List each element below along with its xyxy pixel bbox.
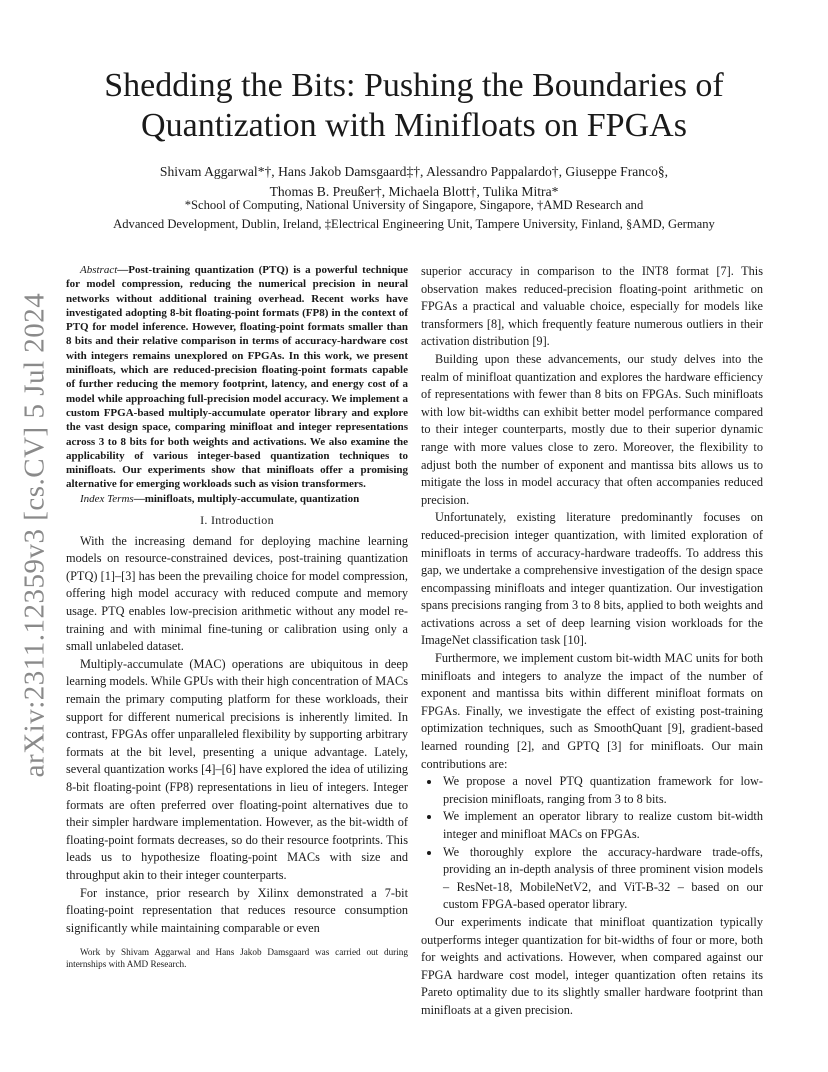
author-line-2-text: Thomas B. Preußer†, Michaela Blott†, Tulika Mitra* xyxy=(269,184,559,199)
arxiv-identifier-text: arXiv:2311.12359v3 [cs.CV] 5 Jul 2024 xyxy=(18,292,51,778)
affiliation-line-1: *School of Computing, National University of Singapore, Singapore, †AMD Research and xyxy=(184,198,644,212)
contribution-item: • We propose a novel PTQ quantization framework for low-precision minifloats, ranging from 3 to 8 bits. xyxy=(441,773,763,808)
intro-paragraph-2: Multiply-accumulate (MAC) operations are ubiquitous in deep learning models. While GPUs with their high concentration of MACs remain the primary computing platform for these workloads, their support for different numerical precisions is inherently limited. In contrast, FPGAs offer unparalleled flexibility by supporting arbitrary formats at the bit level, presenting a unique advantage. Lately, several quantization works [4]–[6] have explored the idea of utilizing 8-bit floating-point (FP8) representations in lieu of integers. Integer formats are often preferred over floating-point alternatives due to their simpler hardware implementation. However, as the bit-width of floating-point formats decreases, so do their resource footprints. This leads us to hypothesize floating-point MACs with size and throughput akin to their integer counterparts. xyxy=(66,656,408,882)
abstract-text: —Post-training quantization (PTQ) is a powerful technique for model compression, reducing the numerical precision in neural networks without additional training overhead. Recent works have investigated adopting 8-bit floating-point formats (FP8) in the context of PTQ for model inference. However, floating-point formats smaller than 8 bits and their relative comparison in terms of accuracy-hardware cost with integers remains unexplored on FPGAs. In this work, we present minifloats, which are reduced-precision floating-point formats capable of further reducing the memory footprint, latency, and energy cost of a model while approaching full-precision model accuracy. We implement a custom FPGA-based multiply-accumulate operator library and explore the vast design space, comparing minifloat and integer representations across 3 to 8 bits for both weights and activations. We also examine the applicability of various integer-based quantization techniques to minifloats. Our experiments show that minifloats offer a promising alternative for emerging workloads such as vision transformers. xyxy=(66,264,408,491)
paper-title: Shedding the Bits: Pushing the Boundaries of Quantization with Minifloats on FPGAs xyxy=(104,67,724,144)
right-paragraph-2: Building upon these advancements, our study delves into the realm of minifloat quantization and explores the hardware efficiency of representations with fewer than 8 bits on FPGAs. Such minifloats with low bit-widths can exhibit better model performance compared to their integer counterparts, mostly due to their superior dynamic range with more values close to zero. Moreover, the flexibility to adjust both the number of exponent and mantissa bits allows us to mitigate the loss in model accuracy that often accompanies reduced precision. xyxy=(421,351,763,507)
left-column xyxy=(66,263,408,937)
contribution-item: • We implement an operator library to realize custom bit-width integer and minifloat MACs on FPGAs. xyxy=(441,808,763,843)
intro-paragraph-3: For instance, prior research by Xilinx demonstrated a 7-bit floating-point representation that reduces resource consumption significantly while maintaining comparable or even xyxy=(66,885,408,935)
right-paragraph-5: Our experiments indicate that minifloat quantization typically outperforms integer quantization for bit-widths of four or more, both for weights and activations. However, when compared against our FPGA hardware cost model, integer quantization often retains its Pareto optimality due to its slightly smaller hardware footprint than minifloats at a given precision. xyxy=(421,914,763,1017)
index-terms-lead: Index Terms xyxy=(80,492,134,505)
right-paragraph-4: Furthermore, we implement custom bit-width MAC units for both minifloats and integers to analyze the impact of the number of exponent and mantissa bits within different minifloat formats on FPGAs. Finally, we investigate the effect of existing post-training optimization techniques, such as SmoothQuant [9], gradient-based learned rounding [2], and GPTQ [3] for minifloats. Our main contributions are: xyxy=(421,651,763,771)
abstract xyxy=(66,263,408,492)
index-terms xyxy=(66,492,408,506)
affiliation-line-2: Advanced Development, Dublin, Ireland, ‡Electrical Engineering Unit, Tampere University, Finland, §AMD, Germany xyxy=(113,217,715,231)
contribution-list xyxy=(421,773,763,914)
intro-paragraph-1: With the increasing demand for deploying machine learning models on resource-constrained devices, post-training quantization (PTQ) [1]–[3] has been the prevailing choice for model compression, offering high model accuracy with reduced compute and memory usage. PTQ enables low-precision arithmetic without any model re-training and with minimal fine-tuning or calibration using only a small unlabeled dataset. xyxy=(66,533,408,654)
author-line-1 xyxy=(60,162,768,182)
footnote-text: Work by Shivam Aggarwal and Hans Jakob Damsgaard was carried out during internships with AMD Research. xyxy=(66,947,408,969)
author-line-1-text: Shivam Aggarwal*†, Hans Jakob Damsgaard‡†, Alessandro Pappalardo†, Giuseppe Franco§, xyxy=(159,164,669,179)
affiliations xyxy=(60,196,768,234)
right-column xyxy=(421,263,763,1020)
right-paragraph-1: superior accuracy in comparison to the INT8 format [7]. This observation makes reduced-precision floating-point arithmetic on FPGAs a practical and valuable choice, especially for models like transformers [8], which frequently feature numerous outliers in their activation distribution [9]. xyxy=(421,264,763,349)
abstract-lead: Abstract xyxy=(80,264,118,276)
footnote xyxy=(66,946,408,970)
arxiv-identifier xyxy=(14,292,56,778)
index-terms-text: —minifloats, multiply-accumulate, quantization xyxy=(133,492,360,505)
section-heading-introduction: I. Introduction xyxy=(200,513,274,528)
contribution-item: • We thoroughly explore the accuracy-hardware trade-offs, providing an in-depth analysis of three prominent vision models – ResNet-18, MobileNetV2, and ViT-B-32 – based on our custom FPGA-based operator library. xyxy=(441,844,763,914)
right-paragraph-3: Unfortunately, existing literature predominantly focuses on reduced-precision integer quantization, with limited exploration of minifloats in terms of accuracy-hardware tradeoffs. To address this gap, we undertake a comprehensive investigation of the design space encompassing minifloats and integer quantization. Our investigation spans precisions ranging from 3 to 8 bits, applied to both weights and activations across a set of deep learning vision workloads for the ImageNet classification task [10]. xyxy=(421,510,763,648)
